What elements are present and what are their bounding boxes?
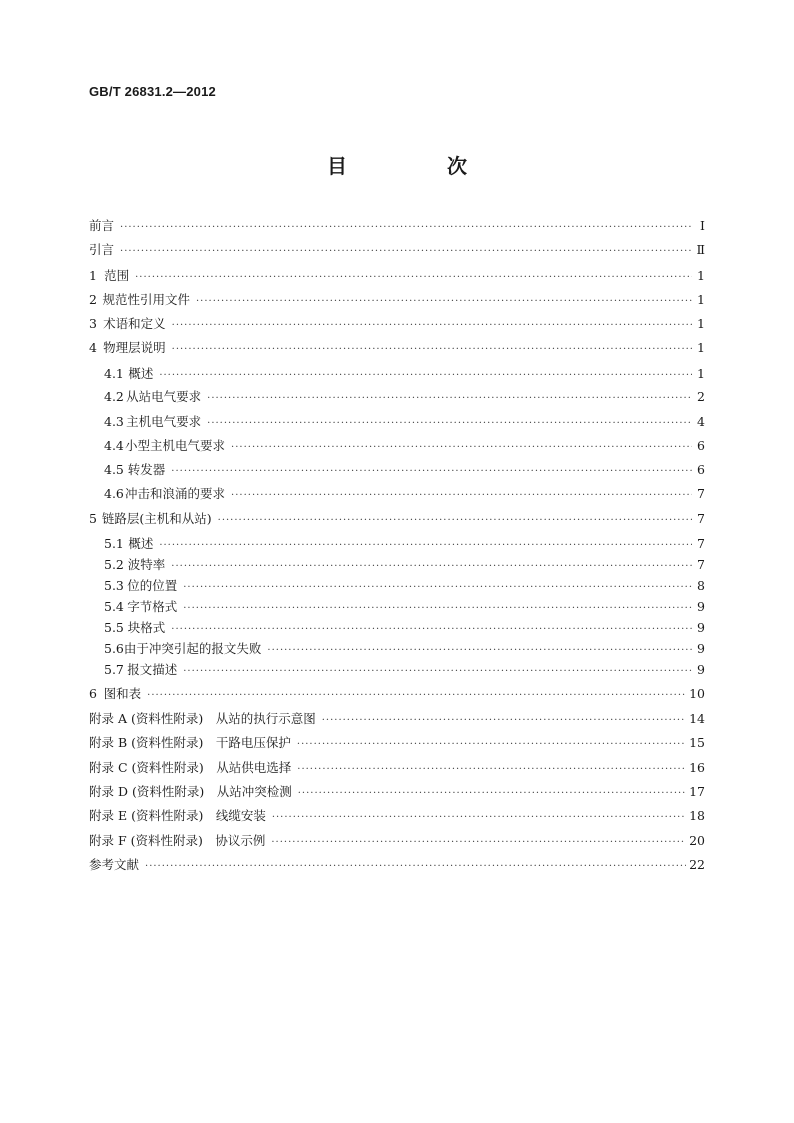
dot-leader	[120, 246, 692, 257]
toc-entry-label: 块格式	[127, 620, 166, 635]
toc-entry-label: 参考文献	[89, 857, 140, 872]
toc-entry-page-number: 20	[689, 833, 705, 848]
toc-entry-label: 规范性引用文件	[102, 292, 190, 307]
dot-leader	[271, 837, 686, 848]
dot-leader	[172, 320, 692, 331]
dot-leader	[171, 466, 692, 477]
toc-entry-number: 5.7	[104, 662, 124, 677]
dot-leader	[159, 370, 692, 381]
toc-entry-page-number: 1	[697, 268, 705, 283]
toc-entry-label: 附录 E (资料性附录) 线缆安装	[89, 808, 266, 823]
toc-entry-page-number: 7	[697, 486, 705, 501]
toc-entry[interactable]	[89, 290, 705, 308]
page-title: 目 次	[327, 154, 507, 178]
dot-leader	[297, 739, 686, 750]
toc-entry-page-number: 6	[697, 462, 705, 477]
dot-leader	[171, 561, 692, 572]
toc-entry-number: 5.2	[104, 557, 124, 572]
toc-entry[interactable]	[89, 733, 705, 751]
dot-leader	[231, 442, 692, 453]
dot-leader	[145, 861, 686, 872]
toc-entry-label: 前言	[89, 218, 115, 233]
toc-entry-page-number: 14	[689, 711, 705, 726]
toc-entry-page-number: 9	[697, 620, 705, 635]
toc-entry-number: 5.6	[104, 641, 124, 656]
toc-entry[interactable]	[89, 806, 705, 824]
toc-entry[interactable]	[89, 576, 705, 594]
toc-entry-label: 主机电气要求	[126, 414, 202, 429]
toc-entry-label: 图和表	[103, 686, 142, 701]
toc-entry-label: 附录 F (资料性附录) 协议示例	[89, 833, 266, 848]
dot-leader	[171, 624, 692, 635]
toc-entry-label: 转发器	[127, 462, 166, 477]
toc-entry-label: 物理层说明	[103, 340, 166, 355]
toc-entry-number: 4.4	[104, 438, 124, 453]
toc-entry[interactable]	[89, 709, 705, 727]
dot-leader	[297, 764, 686, 775]
toc-entry-label: 字节格式	[127, 599, 178, 614]
toc-entry[interactable]	[89, 509, 705, 527]
dot-leader	[272, 812, 686, 823]
dot-leader	[183, 582, 692, 593]
toc-entry[interactable]	[89, 597, 705, 615]
dot-leader	[298, 788, 686, 799]
toc-entry-page-number: 2	[697, 389, 705, 404]
toc-entry[interactable]	[89, 387, 705, 405]
toc-entry-number: 5.1	[104, 536, 124, 551]
toc-entry-number: 4.1	[104, 366, 124, 381]
toc-entry-label: 从站电气要求	[126, 389, 202, 404]
toc-entry-page-number: 6	[697, 438, 705, 453]
toc-entry[interactable]	[89, 684, 705, 702]
toc-entry-page-number: 7	[697, 557, 705, 572]
toc-entry-label: 链路层(主机和从站)	[101, 511, 212, 526]
toc-entry-number: 5	[89, 511, 97, 526]
toc-entry-label: 附录 A (资料性附录) 从站的执行示意图	[89, 711, 316, 726]
toc-entry-label: 引言	[89, 242, 115, 257]
toc-entry-number: 3	[89, 316, 97, 331]
toc-entry[interactable]	[89, 782, 705, 800]
toc-entry-page-number: Ⅱ	[696, 242, 705, 257]
dot-leader	[322, 715, 686, 726]
toc-entry[interactable]	[89, 364, 705, 382]
toc-entry-number: 4.5	[104, 462, 124, 477]
toc-entry-page-number: 10	[689, 686, 705, 701]
toc-entry-page-number: 1	[697, 366, 705, 381]
toc-entry[interactable]	[89, 460, 705, 478]
toc-entry-page-number: 7	[697, 511, 705, 526]
dot-leader	[147, 690, 686, 701]
dot-leader	[120, 222, 692, 233]
toc-entry[interactable]	[89, 660, 705, 678]
dot-leader	[183, 603, 692, 614]
toc-entry-label: 波特率	[127, 557, 166, 572]
toc-entry-number: 6	[89, 686, 97, 701]
dot-leader	[135, 272, 692, 283]
toc-entry-number: 2	[89, 292, 97, 307]
dot-leader	[231, 490, 692, 501]
toc-entry-page-number: 18	[689, 808, 705, 823]
toc-entry[interactable]	[89, 639, 705, 657]
toc-entry-number: 5.5	[104, 620, 124, 635]
toc-entry-label: 冲击和浪涌的要求	[125, 486, 226, 501]
toc-entry[interactable]	[89, 758, 705, 776]
toc-entry[interactable]	[89, 314, 705, 332]
dot-leader	[207, 393, 692, 404]
toc-entry-page-number: 9	[697, 662, 705, 677]
dot-leader	[267, 645, 692, 656]
dot-leader	[183, 666, 692, 677]
toc-entry-number: 5.3	[104, 578, 124, 593]
toc-entry-page-number: 16	[689, 760, 705, 775]
document-code: GB/T 26831.2—2012	[89, 84, 216, 99]
toc-entry-label: 附录 B (资料性附录) 干路电压保护	[89, 735, 291, 750]
toc-entry[interactable]	[89, 412, 705, 430]
toc-entry-page-number: 7	[697, 536, 705, 551]
toc-entry-label: 位的位置	[127, 578, 178, 593]
toc-entry-number: 5.4	[104, 599, 124, 614]
toc-entry[interactable]	[89, 436, 705, 454]
dot-leader	[207, 418, 692, 429]
toc-entry-label: 术语和定义	[103, 316, 166, 331]
toc-entry-page-number: 9	[697, 599, 705, 614]
toc-entry[interactable]	[89, 855, 705, 873]
toc-entry-page-number: 15	[689, 735, 705, 750]
toc-entry-page-number: 4	[697, 414, 705, 429]
toc-entry-label: 小型主机电气要求	[125, 438, 226, 453]
toc-entry-label: 概述	[128, 366, 154, 381]
toc-entry[interactable]	[89, 484, 705, 502]
toc-entry[interactable]	[89, 216, 705, 234]
toc-entry[interactable]	[89, 555, 705, 573]
toc-entry-page-number: 1	[697, 292, 705, 307]
toc-entry-page-number: 1	[697, 316, 705, 331]
toc-entry-label: 范围	[104, 268, 130, 283]
toc-entry[interactable]	[89, 266, 705, 284]
toc-entry-number: 4.2	[104, 389, 124, 404]
toc-entry[interactable]	[89, 240, 705, 258]
toc-entry-page-number: 9	[697, 641, 705, 656]
toc-entry[interactable]	[89, 618, 705, 636]
dot-leader	[159, 540, 692, 551]
toc-entry-label: 附录 D (资料性附录) 从站冲突检测	[89, 784, 292, 799]
toc-entry[interactable]	[89, 831, 705, 849]
toc-entry-number: 4	[89, 340, 97, 355]
toc-entry-number: 4.6	[104, 486, 124, 501]
toc-entry-number: 4.3	[104, 414, 124, 429]
toc-entry[interactable]	[89, 338, 705, 356]
dot-leader	[172, 344, 692, 355]
toc-entry-number: 1	[89, 268, 97, 283]
toc-entry-page-number: 22	[689, 857, 705, 872]
toc-entry-page-number: 8	[697, 578, 705, 593]
toc-entry-page-number: 1	[697, 340, 705, 355]
dot-leader	[218, 515, 692, 526]
toc-entry-label: 附录 C (资料性附录) 从站供电选择	[89, 760, 292, 775]
dot-leader	[196, 296, 692, 307]
toc-entry-page-number: 17	[689, 784, 705, 799]
toc-entry-label: 由于冲突引起的报文失败	[123, 641, 262, 656]
toc-entry[interactable]	[89, 534, 705, 552]
toc-entry-label: 报文描述	[127, 662, 178, 677]
toc-entry-page-number: Ⅰ	[700, 218, 705, 233]
toc-entry-label: 概述	[128, 536, 154, 551]
